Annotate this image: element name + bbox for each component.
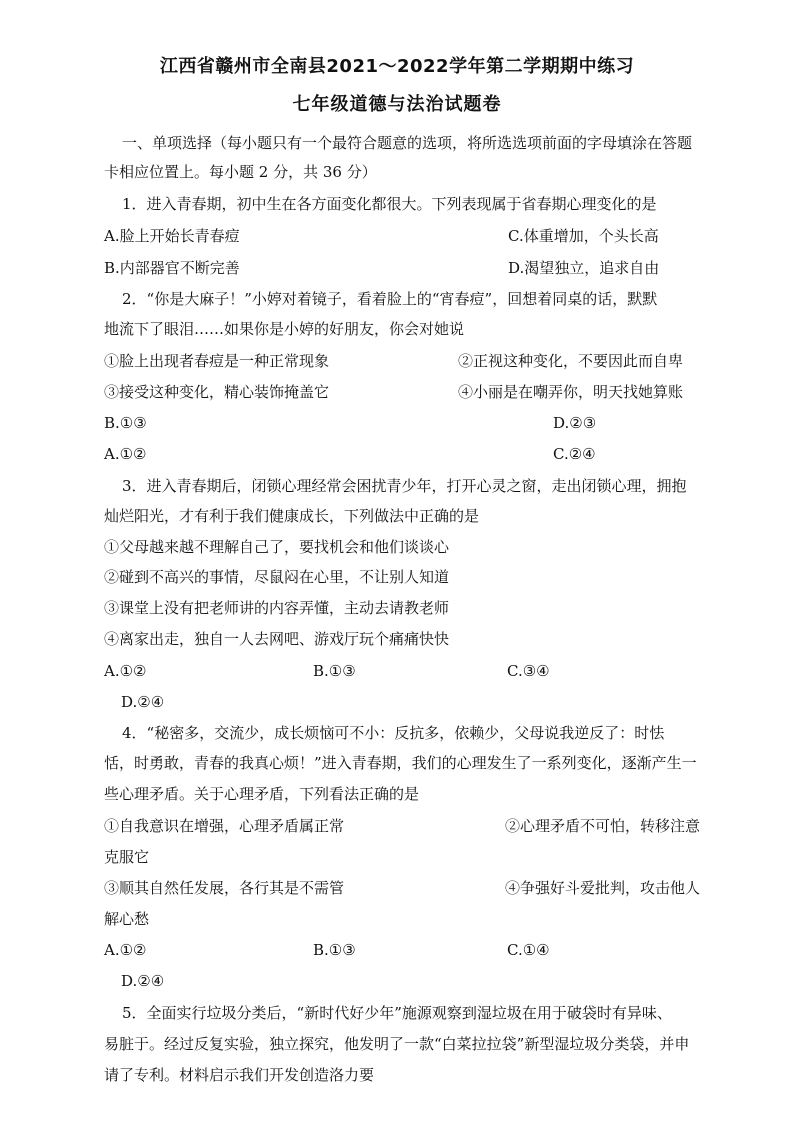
q4-option-d: D.②④: [121, 972, 165, 990]
q2-statement-1: ①脸上出现者春痘是一种正常现象: [104, 352, 330, 370]
q4-statement-4: ④争强好斗爱批判，攻击他人: [505, 879, 701, 897]
q2-statement-3: ③接受这种变化，精心装饰掩盖它: [104, 383, 330, 401]
q3-statement-1: ①父母越来越不理解自己了，要找机会和他们谈谈心: [104, 538, 450, 556]
q2-stem-line-1: 2．“你是大麻子！”小婷对着镜子，看着脸上的“宵春痘”，回想着同桌的话，默默: [122, 290, 658, 308]
q5-stem-line-2: 易脏于。经过反复实验，独立探究，他发明了一款“白菜拉拉袋”新型湿垃圾分类袋，并申: [104, 1035, 690, 1053]
q5-stem-line-1: 5．全面实行垃圾分类后，“新时代好少年”施源观察到湿垃圾在用于破袋时有异味、: [122, 1004, 672, 1022]
q4-option-b: B.①③: [313, 941, 356, 959]
q2-option-d: D.②③: [553, 414, 597, 432]
section-intro-line-1: 一、单项选择（每小题只有一个最符合题意的选项，将所选选项前面的字母填涂在答题: [122, 134, 693, 152]
q3-option-b: B.①③: [313, 662, 356, 680]
q4-stem-line-1: 4．“秘密多，交流少，成长烦恼可不小：反抗多，依赖少，父母说我逆反了：时怯: [122, 724, 665, 742]
exam-title: 江西省赣州市全南县2021～2022学年第二学期期中练习: [159, 56, 635, 77]
q1-option-a: A.脸上开始长青春痘: [104, 227, 240, 245]
exam-subtitle: 七年级道德与法治试题卷: [292, 94, 502, 115]
q4-statement-2-cont: 克服它: [104, 848, 150, 866]
q4-stem-line-3: 些心理矛盾。关于心理矛盾，下列看法正确的是: [104, 785, 420, 803]
q2-statement-2: ②正视这种变化，不要因此而自卑: [458, 352, 684, 370]
q2-stem-line-2: 地流下了眼泪……如果你是小婷的好朋友，你会对她说: [104, 320, 465, 338]
q4-stem-line-2: 恬，时勇敢，青春的我真心烦！”进入青春期，我们的心理发生了一系列变化，逐渐产生一: [104, 754, 697, 772]
section-intro-line-2: 卡相应位置上。每小题 2 分，共 36 分）: [104, 163, 377, 181]
q3-option-a: A.①②: [104, 662, 147, 680]
q3-statement-4: ④离家出走，独自一人去网吧、游戏厅玩个痛痛快快: [104, 630, 450, 648]
q3-statement-3: ③课堂上没有把老师讲的内容弄懂，主动去请教老师: [104, 599, 450, 617]
q3-stem-line-2: 灿烂阳光，才有利于我们健康成长，下列做法中正确的是: [104, 507, 480, 525]
q1-stem: 1．进入青春期，初中生在各方面变化都很大。下列表现属于省春期心理变化的是: [122, 195, 657, 213]
q2-option-a: A.①②: [104, 445, 147, 463]
q3-option-d: D.②④: [121, 693, 165, 711]
q5-stem-line-3: 请了专利。材料启示我们开发创造洛力要: [104, 1066, 375, 1084]
q2-statement-4: ④小丽是在嘲弄你，明天找她算账: [458, 383, 684, 401]
q2-option-c: C.②④: [553, 445, 596, 463]
q4-statement-2: ②心理矛盾不可怕，转移注意: [505, 817, 701, 835]
q4-option-a: A.①②: [104, 941, 147, 959]
q3-statement-2: ②碰到不高兴的事情，尽鼠闷在心里，不让别人知道: [104, 568, 450, 586]
q4-statement-1: ①自我意识在增强，心理矛盾属正常: [104, 817, 345, 835]
q3-stem-line-1: 3．进入青春期后，闭锁心理经常会困扰青少年，打开心灵之窗，走出闭锁心理，拥抱: [122, 477, 687, 495]
q2-option-b: B.①③: [104, 414, 147, 432]
q3-option-c: C.③④: [507, 662, 550, 680]
q1-option-b: B.内部器官不断完善: [104, 259, 240, 277]
q4-option-c: C.①④: [507, 941, 550, 959]
q4-statement-3: ③顺其自然任发展，各行其是不需管: [104, 879, 345, 897]
q4-statement-4-cont: 解心愁: [104, 910, 150, 928]
q1-option-c: C.体重增加，个头长高: [508, 227, 659, 245]
q1-option-d: D.渴望独立，追求自由: [508, 259, 660, 277]
